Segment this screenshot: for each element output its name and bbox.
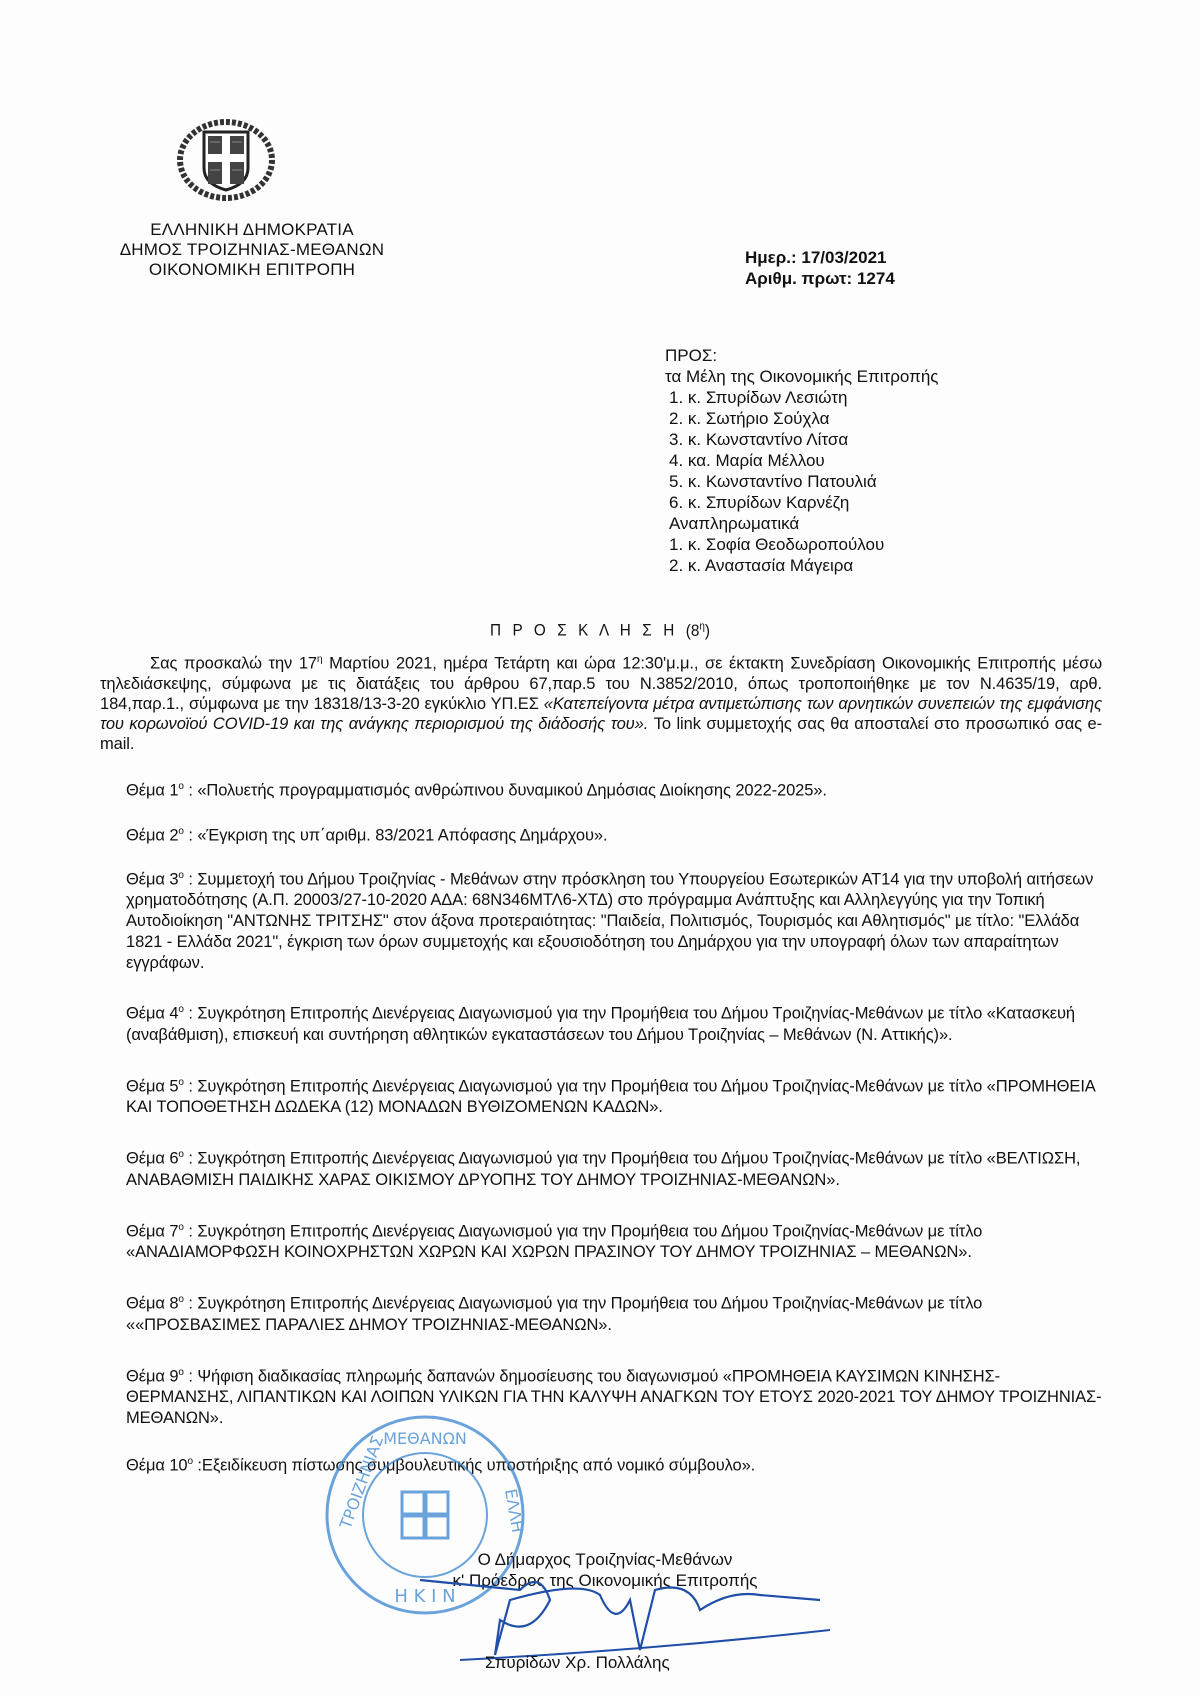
recipient-member: 3. κ. Κωνσταντίνο Λίτσα (669, 430, 849, 449)
alternates-label: Αναπληρωματικά (669, 514, 800, 533)
issuer-line-1: ΕΛΛΗΝΙΚΗ ΔΗΜΟΚΡΑΤΙΑ (150, 220, 354, 239)
issuer-line-2: ΔΗΜΟΣ ΤΡΟΙΖΗΝΙΑΣ-ΜΕΘΑΝΩΝ (119, 240, 385, 259)
signatory-title-2: κ' Πρόεδρος της Οικονομικής Επιτροπής (452, 1571, 758, 1590)
date-line (745, 247, 895, 268)
svg-text:ΜΕΘΑΝΩΝ: ΜΕΘΑΝΩΝ (383, 1429, 467, 1448)
recipient-member: 1. κ. Σπυρίδων Λεσιώτη (669, 388, 848, 407)
agenda-topic-8: Θέμα $8^o$ : Συγκρότηση Επιτροπής Διενέργειας Διαγωνισμού για την Προμήθεια του Δήμου Τροιζηνίας-Μεθάνων με τίτλο ««ΠΡΟΣΒΑΣΙΜΕΣ ΠΑΡΑΛΙΕΣ ΔΗΜΟΥ ΤΡΟΙΖΗΝΙΑΣ-ΜΕΘΑΝΩΝ». (126, 1294, 983, 1334)
document-body (100, 650, 1102, 1477)
title-number: $(8^\eta)$ (685, 620, 710, 640)
invitation-paragraph: Σας προσκαλώ την $17^\eta$ Μαρτίου 2021, ημέρα Τετάρτη και ώρα 12:30'μ.μ., σε έκτακτη Συνεδρίαση Οικονομικής Επιτροπής μέσω τηλεδιάσκεψης, σύμφωνα με τις διατάξεις του άρθρου 67,παρ.5 του Ν.3852/2010, όπως τροποποιήθηκε με τον Ν.4635/19, αρθ. 184,παρ.1., σύμφωνα με την 18318/13-3-20 εγκύκλιο ΥΠ.ΕΣ «Κατεπείγοντα μέτρα αντιμετώπισης των αρνητικών συνεπειών της εμφάνισης του κορωνοϊού COVID-19 και της ανάγκης περιορισμού της διάδοσής του». To link συμμετοχής σας θα αποσταλεί στο προσωπικό σας e-mail. (100, 654, 1102, 753)
agenda-topic-2: Θέμα $2^o$ : «Έγκριση της υπ΄αριθμ. 83/2021 Απόφασης Δημάρχου». (126, 826, 608, 845)
protocol-line (745, 268, 895, 289)
date-label: Ημερ.: (745, 248, 797, 267)
svg-text:Η Κ Ι Ν: Η Κ Ι Ν (394, 1586, 456, 1607)
recipients-to-label: ΠΡΟΣ: (665, 346, 718, 365)
issuer-block (92, 220, 412, 280)
circular-title: «Κατεπείγοντα μέτρα αντιμετώπισης των αρνητικών συνεπειών της εμφάνισης του κορωνοϊού COVID-19 και της ανάγκης περιορισμού της διάδοσής του». (100, 694, 1102, 733)
recipient-member: 6. κ. Σπυρίδων Καρνέζη (669, 493, 850, 512)
recipient-member: 4. κα. Μαρία Μέλλου (669, 451, 825, 470)
issuer-line-3: ΟΙΚΟΝΟΜΙΚΗ ΕΠΙΤΡΟΠΗ (148, 260, 356, 279)
recipient-member: 2. κ. Σωτήριο Σούχλα (669, 409, 830, 428)
agenda-topic-1: Θέμα $1^o$ : «Πολυετής προγραμματισμός ανθρώπινου δυναμικού Δημόσιας Διοίκησης 2022-2025». (126, 780, 827, 799)
title-text: Π Ρ Ο Σ Κ Λ Η Σ Η (490, 620, 678, 640)
agenda-topic-6: Θέμα $6^o$ : Συγκρότηση Επιτροπής Διενέργειας Διαγωνισμού για την Προμήθεια του Δήμου Τροιζηνίας-Μεθάνων με τίτλο «ΒΕΛΤΙΩΣΗ, ΑΝΑΒΑΘΜΙΣΗ ΠΑΙΔΙΚΗΣ ΧΑΡΑΣ ΟΙΚΙΣΜΟΥ ΔΡΥΟΠΗΣ ΤΟΥ ΔΗΜΟΥ ΤΡΟΙΖΗΝΙΑΣ-ΜΕΘΑΝΩΝ». (126, 1149, 1081, 1189)
protocol-value: 1274 (856, 269, 895, 288)
greek-coat-of-arms-icon (174, 118, 278, 202)
recipient-alternate: 1. κ. Σοφία Θεοδωροπούλου (669, 535, 885, 554)
agenda-topic-10: Θέμα $10^o$ :Εξειδίκευση πίστωσης συμβουλευτικής υποστήριξης από νομικό σύμβουλο». (126, 1456, 756, 1475)
svg-text:ΕΛΛΗ: ΕΛΛΗ (501, 1487, 528, 1535)
signatory-title-1: Ο Δήμαρχος Τροιζηνίας-Μεθάνων (477, 1550, 733, 1569)
date-value: 17/03/2021 (801, 248, 887, 267)
agenda-topic-3: Θέμα $3^o$ : Συμμετοχή του Δήμου Τροιζηνίας - Μεθάνων στην πρόσκληση του Υπουργείου Εσωτερικών ΑΤ14 για την υποβολή αιτήσεων χρηματοδότησης (Α.Π. 20003/27-10-2020 ΑΔΑ: 68Ν346ΜΤΛ6-ΧΤΔ) στο πρόγραμμα Ανάπτυξης και Αλληλεγγύης για την Τοπική Αυτοδιοίκηση "ΑΝΤΩΝΗΣ ΤΡΙΤΣΗΣ" στον άξονα προτεραιότητας: "Παιδεία, Πολιτισμός, Τουρισμός και Αθλητισμός" με τίτλο: "Ελλάδα 1821 - Ελλάδα 2021", έγκριση των όρων συμμετοχής και εξουσιοδότηση του Δημάρχου για την υπογραφή όλων των απαραίτητων εγγράφων. (126, 869, 1094, 972)
recipients-block (665, 345, 939, 576)
agenda-topic-9: Θέμα $9^o$ : Ψήφιση διαδικασίας πληρωμής δαπανών δημοσίευσης του διαγωνισμού «ΠΡΟΜΗΘΕΙΑ ΚΑΥΣΙΜΩΝ ΚΙΝΗΣΗΣ-ΘΕΡΜΑΝΣΗΣ, ΛΙΠΑΝΤΙΚΩΝ ΚΑΙ ΛΟΙΠΩΝ ΥΛΙΚΩΝ ΓΙΑ ΤΗΝ ΚΑΛΥΨΗ ΑΝΑΓΚΩΝ ΤΟΥ ΕΤΟΥΣ 2020-2021 ΤΟΥ ΔΗΜΟΥ ΤΡΟΙΖΗΝΙΑΣ-ΜΕΘΑΝΩΝ». (126, 1366, 1102, 1427)
recipients-intro: τα Μέλη της Οικονομικής Επιτροπής (665, 367, 939, 386)
protocol-label: Αριθμ. πρωτ: (745, 269, 853, 288)
signatory-name: Σπυρίδων Χρ. Πολλάλης (485, 1653, 670, 1672)
document-title (60, 620, 1140, 641)
agenda-topic-5: Θέμα $5^o$ : Συγκρότηση Επιτροπής Διενέργειας Διαγωνισμού για την Προμήθεια του Δήμου Τροιζηνίας-Μεθάνων με τίτλο «ΠΡΟΜΗΘΕΙΑ ΚΑΙ ΤΟΠΟΘΕΤΗΣΗ ΔΩΔΕΚΑ (12) ΜΟΝΑΔΩΝ ΒΥΘΙΖΟΜΕΝΩΝ ΚΑΔΩΝ». (126, 1076, 1095, 1116)
agenda-topic-4: Θέμα $4^o$ : Συγκρότηση Επιτροπής Διενέργειας Διαγωνισμού για την Προμήθεια του Δήμου Τροιζηνίας-Μεθάνων με τίτλο «Κατασκευή (αναβάθμιση), επισκευή και συντήρηση αθλητικών εγκαταστάσεων του Δήμου Τροιζηνίας – Μεθάνων (Ν. Αττικής)». (126, 1004, 1076, 1044)
agenda-topic-7: Θέμα $7^o$ : Συγκρότηση Επιτροπής Διενέργειας Διαγωνισμού για την Προμήθεια του Δήμου Τροιζηνίας-Μεθάνων με τίτλο «ΑΝΑΔΙΑΜΟΡΦΩΣΗ ΚΟΙΝΟΧΡΗΣΤΩΝ ΧΩΡΩΝ ΚΑΙ ΧΩΡΩΝ ΠΡΑΣΙΝΟΥ ΤΟΥ ΔΗΜΟΥ ΤΡΟΙΖΗΝΙΑΣ – ΜΕΘΑΝΩΝ». (126, 1221, 983, 1261)
document-meta (745, 247, 895, 289)
svg-text:ΤΡΟΙΖΗΝΙΑΣ: ΤΡΟΙΖΗΝΙΑΣ (335, 1433, 388, 1532)
recipient-alternate: 2. κ. Αναστασία Μάγειρα (669, 556, 854, 575)
recipient-member: 5. κ. Κωνσταντίνο Πατουλιά (669, 472, 877, 491)
